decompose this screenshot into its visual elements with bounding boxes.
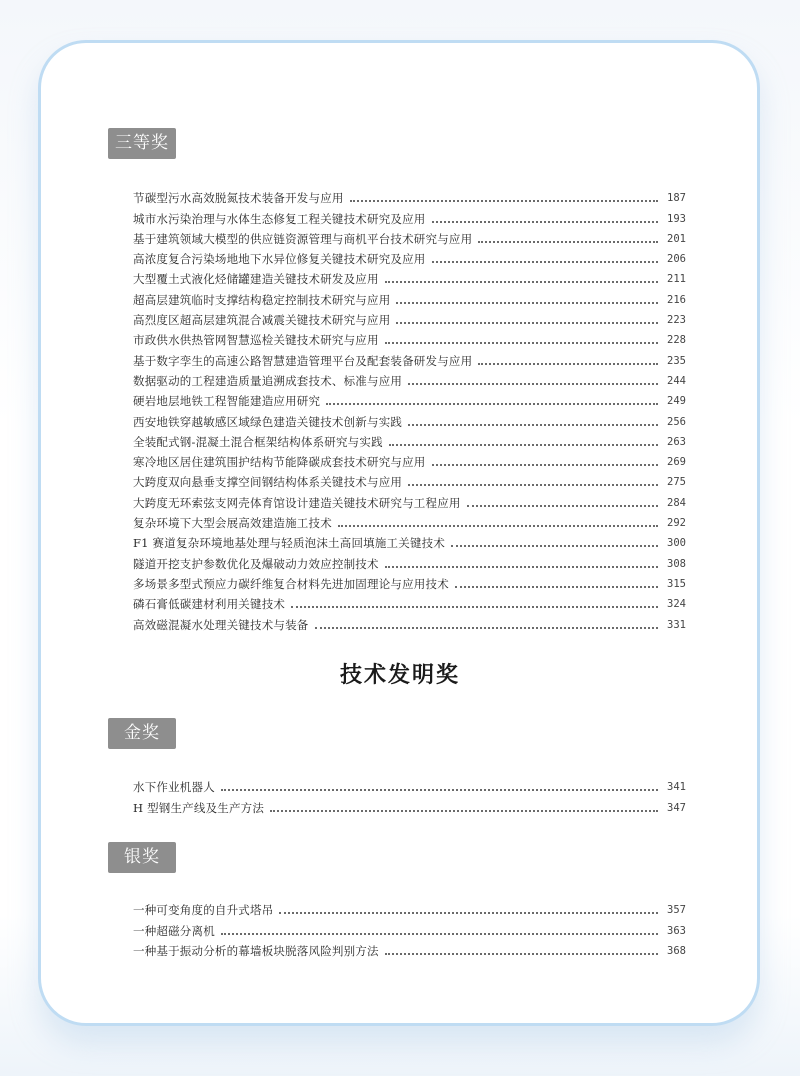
toc-leader-dots <box>478 363 658 365</box>
toc-leader-dots <box>315 627 659 629</box>
toc-entry-page-number: 331 <box>667 618 686 631</box>
toc-entry-title: 基于数字孪生的高速公路智慧建造管理平台及配套装备研发与应用 <box>133 353 473 368</box>
toc-entry-page-number: 228 <box>667 334 686 347</box>
toc-entry[interactable] <box>133 551 686 571</box>
toc-entry-page-number: 347 <box>667 801 686 814</box>
toc-entry-title: 隧道开挖支护参数优化及爆破动力效应控制技术 <box>133 556 379 571</box>
toc-list-third-prize <box>133 186 686 633</box>
toc-entry-page-number: 263 <box>667 435 686 448</box>
toc-entry-title: 基于建筑领域大模型的供应链资源管理与商机平台技术研究与应用 <box>133 231 473 246</box>
toc-entry-page-number: 187 <box>667 192 686 205</box>
toc-entry-title: 数据驱动的工程建造质量追溯成套技术、标准与应用 <box>133 373 403 388</box>
toc-entry-title: 大跨度无环索弦支网壳体育馆设计建造关键技术研究与工程应用 <box>133 495 461 510</box>
toc-entry-page-number: 292 <box>667 517 686 530</box>
toc-leader-dots <box>338 525 658 527</box>
toc-entry-page-number: 269 <box>667 456 686 469</box>
toc-entry[interactable] <box>133 898 686 918</box>
toc-entry[interactable] <box>133 227 686 247</box>
toc-entry[interactable] <box>133 775 686 795</box>
toc-entry[interactable] <box>133 470 686 490</box>
toc-list-silver <box>133 898 686 959</box>
toc-entry-page-number: 256 <box>667 415 686 428</box>
toc-entry[interactable] <box>133 795 686 815</box>
toc-entry-title: 城市水污染治理与水体生态修复工程关键技术研究及应用 <box>133 211 426 226</box>
toc-entry-page-number: 308 <box>667 557 686 570</box>
toc-entry[interactable] <box>133 348 686 368</box>
toc-entry[interactable] <box>133 206 686 226</box>
toc-entry-title: 多场景多型式预应力碳纤维复合材料先进加固理论与应用技术 <box>133 576 449 591</box>
toc-leader-dots <box>408 484 658 486</box>
toc-leader-dots <box>350 200 658 202</box>
toc-leader-dots <box>451 545 658 547</box>
toc-entry-page-number: 211 <box>667 273 686 286</box>
toc-entry[interactable] <box>133 389 686 409</box>
toc-entry[interactable] <box>133 308 686 328</box>
toc-entry[interactable] <box>133 612 686 632</box>
toc-entry-title: 水下作业机器人 <box>133 780 215 795</box>
toc-entry-page-number: 341 <box>667 781 686 794</box>
toc-entry-title: 大型覆土式液化烃储罐建造关键技术研发及应用 <box>133 272 379 287</box>
toc-leader-dots <box>270 810 658 812</box>
toc-entry[interactable] <box>133 409 686 429</box>
toc-leader-dots <box>221 933 658 935</box>
toc-entry-page-number: 235 <box>667 354 686 367</box>
toc-entry[interactable] <box>133 247 686 267</box>
toc-entry-page-number: 275 <box>667 476 686 489</box>
toc-entry[interactable] <box>133 369 686 389</box>
toc-entry-title: 一种超磁分离机 <box>133 923 215 938</box>
toc-entry-title: 高浓度复合污染场地地下水异位修复关键技术研究及应用 <box>133 252 426 267</box>
toc-entry[interactable] <box>133 531 686 551</box>
toc-leader-dots <box>432 221 659 223</box>
toc-entry[interactable] <box>133 287 686 307</box>
toc-leader-dots <box>389 444 658 446</box>
toc-entry-title: 一种可变角度的自升式塔吊 <box>133 903 274 918</box>
section-heading-invention-award: 技术发明奖 <box>339 663 460 688</box>
toc-entry-title: 市政供水供热管网智慧巡检关键技术研究与应用 <box>133 333 379 348</box>
toc-entry-title: 节碳型污水高效脱氮技术装备开发与应用 <box>133 191 344 206</box>
toc-leader-dots <box>396 322 658 324</box>
toc-leader-dots <box>385 953 658 955</box>
toc-entry-title: 全装配式钢-混凝土混合框架结构体系研究与实践 <box>133 434 383 449</box>
toc-entry-title: 西安地铁穿越敏感区域绿色建造关键技术创新与实践 <box>133 414 403 429</box>
toc-entry[interactable] <box>133 918 686 938</box>
toc-leader-dots <box>396 302 658 304</box>
toc-entry-page-number: 315 <box>667 577 686 590</box>
section-badge-silver: 银奖 <box>108 842 176 873</box>
toc-entry[interactable] <box>133 939 686 959</box>
toc-leader-dots <box>221 789 658 791</box>
toc-entry-page-number: 357 <box>667 904 686 917</box>
toc-entry-page-number: 244 <box>667 374 686 387</box>
toc-entry-page-number: 368 <box>667 944 686 957</box>
toc-leader-dots <box>279 912 658 914</box>
toc-leader-dots <box>432 464 659 466</box>
toc-entry-title: 高效磁混凝水处理关键技术与装备 <box>133 617 309 632</box>
toc-leader-dots <box>408 424 658 426</box>
toc-leader-dots <box>291 606 658 608</box>
toc-entry-title: 硬岩地层地铁工程智能建造应用研究 <box>133 394 321 409</box>
toc-entry[interactable] <box>133 430 686 450</box>
toc-entry-title: 大跨度双向悬垂支撑空间钢结构体系关键技术与应用 <box>133 475 403 490</box>
toc-leader-dots <box>385 566 658 568</box>
toc-leader-dots <box>432 261 659 263</box>
toc-entry-page-number: 201 <box>667 232 686 245</box>
toc-leader-dots <box>478 241 658 243</box>
section-badge-gold: 金奖 <box>108 718 176 749</box>
toc-entry-title: 磷石膏低碳建材利用关键技术 <box>133 597 286 612</box>
toc-entry-title: F1 赛道复杂环境地基处理与轻质泡沫土高回填施工关键技术 <box>133 536 446 551</box>
section-badge-third-prize: 三等奖 <box>108 128 176 159</box>
toc-entry[interactable] <box>133 450 686 470</box>
toc-entry-page-number: 284 <box>667 496 686 509</box>
toc-entry[interactable] <box>133 572 686 592</box>
toc-leader-dots <box>385 342 658 344</box>
toc-entry-page-number: 249 <box>667 395 686 408</box>
toc-entry[interactable] <box>133 511 686 531</box>
toc-entry-title: 一种基于振动分析的幕墙板块脱落风险判别方法 <box>133 943 379 958</box>
toc-entry-title: 寒冷地区居住建筑围护结构节能降碳成套技术研究与应用 <box>133 455 426 470</box>
toc-entry[interactable] <box>133 328 686 348</box>
toc-leader-dots <box>408 383 658 385</box>
toc-entry-page-number: 324 <box>667 598 686 611</box>
toc-entry[interactable] <box>133 490 686 510</box>
toc-entry-title: 复杂环境下大型会展高效建造施工技术 <box>133 516 332 531</box>
toc-entry[interactable] <box>133 267 686 287</box>
toc-entry-title: H 型钢生产线及生产方法 <box>133 800 265 815</box>
toc-entry-title: 高烈度区超高层建筑混合减震关键技术研究与应用 <box>133 313 391 328</box>
toc-list-gold <box>133 775 686 816</box>
toc-entry-page-number: 223 <box>667 314 686 327</box>
toc-entry-title: 超高层建筑临时支撑结构稳定控制技术研究与应用 <box>133 292 391 307</box>
toc-leader-dots <box>385 281 658 283</box>
toc-leader-dots <box>467 505 658 507</box>
toc-entry-page-number: 193 <box>667 212 686 225</box>
toc-entry-page-number: 300 <box>667 537 686 550</box>
toc-leader-dots <box>455 586 658 588</box>
toc-entry-page-number: 363 <box>667 924 686 937</box>
toc-entry[interactable] <box>133 592 686 612</box>
toc-leader-dots <box>326 403 658 405</box>
toc-entry[interactable] <box>133 186 686 206</box>
toc-entry-page-number: 206 <box>667 253 686 266</box>
toc-entry-page-number: 216 <box>667 293 686 306</box>
